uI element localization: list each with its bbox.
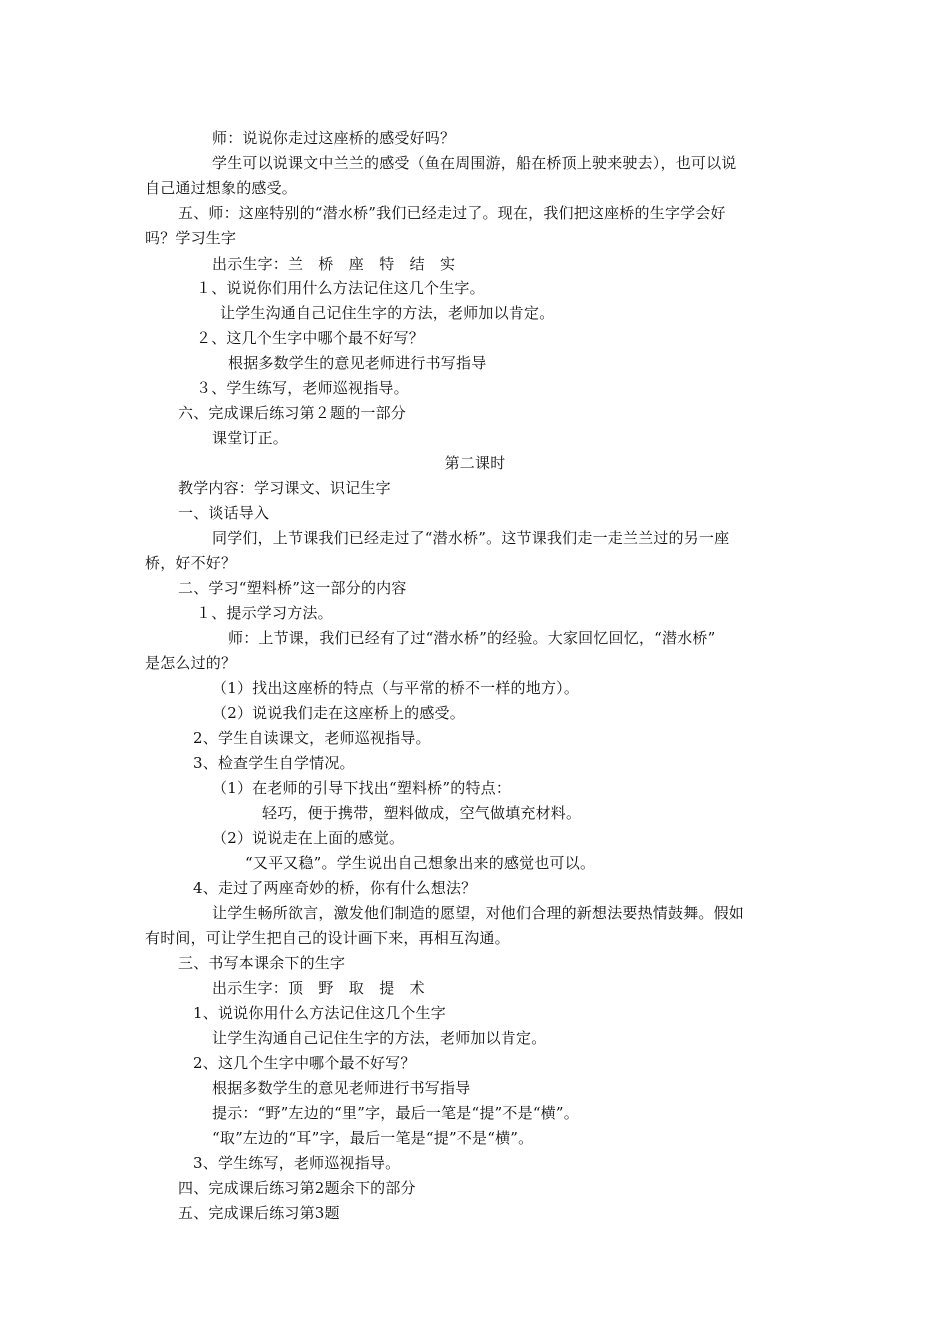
text-line: 出示生字：兰 桥 座 特 结 实: [212, 255, 456, 273]
text-line: 学生可以说课文中兰兰的感受（鱼在周围游，船在桥顶上驶来驶去），也可以说: [212, 154, 737, 172]
section-heading: 第二课时: [444, 454, 506, 472]
text-line: 五、师：这座特别的“潜水桥”我们已经走过了。现在，我们把这座桥的生字学会好: [178, 204, 726, 222]
text-line: 课堂订正。: [212, 429, 289, 447]
text-line: 让学生畅所欲言，激发他们制造的愿望，对他们合理的新想法要热情鼓舞。假如: [212, 904, 745, 922]
text-line: 教学内容：学习课文、识记生字: [178, 479, 391, 497]
text-line: 五、完成课后练习第3题: [178, 1204, 340, 1222]
text-line: 根据多数学生的意见老师进行书写指导: [228, 354, 487, 372]
text-line: 四、完成课后练习第2题余下的部分: [178, 1179, 416, 1197]
text-line: 3、检查学生自学情况。: [193, 754, 355, 772]
text-line: 是怎么过的？: [145, 654, 237, 672]
text-line: “又平又稳”。学生说出自己想象出来的感觉也可以。: [245, 854, 596, 872]
text-line: 让学生沟通自己记住生字的方法，老师加以肯定。: [212, 1029, 547, 1047]
text-line: 4、走过了两座奇妙的桥，你有什么想法？: [193, 879, 477, 897]
text-line: １、提示学习方法。: [196, 604, 333, 622]
text-line: 师：上节课，我们已经有了过“潜水桥”的经验。大家回忆回忆，“潜水桥”: [228, 629, 716, 647]
text-line: 让学生沟通自己记住生字的方法，老师加以肯定。: [220, 304, 555, 322]
text-line: 有时间，可让学生把自己的设计画下来，再相互沟通。: [145, 929, 510, 947]
text-line: 提示：“野”左边的“里”字，最后一笔是“提”不是“横”。: [212, 1104, 579, 1122]
text-line: １、说说你们用什么方法记住这几个生字。: [196, 279, 485, 297]
text-line: “取”左边的“耳”字，最后一笔是“提”不是“横”。: [212, 1129, 534, 1147]
text-line: 三、书写本课余下的生字: [178, 954, 346, 972]
text-line: 3、学生练写，老师巡视指导。: [193, 1154, 401, 1172]
text-line: 自己通过想象的感受。: [145, 179, 298, 197]
text-line: 吗？学习生字: [145, 229, 237, 247]
text-line: （2）说说走在上面的感觉。: [212, 829, 405, 847]
text-line: 二、学习“塑料桥”这一部分的内容: [178, 579, 407, 597]
text-line: 根据多数学生的意见老师进行书写指导: [212, 1079, 471, 1097]
text-line: 同学们，上节课我们已经走过了“潜水桥”。这节课我们走一走兰兰过的另一座: [212, 529, 730, 547]
text-line: ２、这几个生字中哪个最不好写？: [196, 329, 425, 347]
text-line: 师：说说你走过这座桥的感受好吗？: [212, 129, 456, 147]
text-line: 2、这几个生字中哪个最不好写？: [193, 1054, 416, 1072]
text-line: （2）说说我们走在这座桥上的感受。: [212, 704, 465, 722]
text-line: 轻巧，便于携带，塑料做成，空气做填充材料。: [262, 804, 582, 822]
text-line: （1）找出这座桥的特点（与平常的桥不一样的地方）。: [212, 679, 580, 697]
text-line: 桥，好不好？: [145, 554, 237, 572]
text-line: 一、谈话导入: [178, 504, 270, 522]
text-line: 1、说说你用什么方法记住这几个生字: [193, 1004, 446, 1022]
text-line: 2、学生自读课文，老师巡视指导。: [193, 729, 431, 747]
text-line: 六、完成课后练习第２题的一部分: [178, 404, 407, 422]
text-line: 出示生字：顶 野 取 提 术: [212, 979, 425, 997]
text-line: （1）在老师的引导下找出“塑料桥”的特点：: [212, 779, 512, 797]
text-line: ３、学生练写，老师巡视指导。: [196, 379, 409, 397]
